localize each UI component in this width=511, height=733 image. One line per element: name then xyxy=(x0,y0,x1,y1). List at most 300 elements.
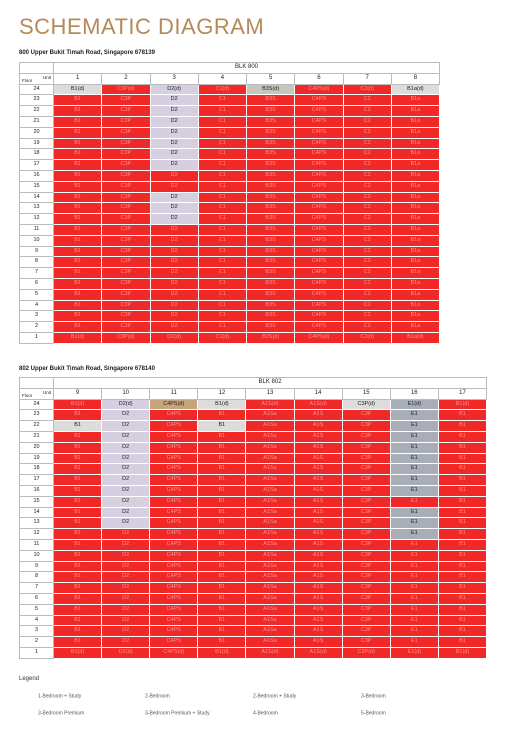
unit-cell[interactable]: C3P xyxy=(102,116,150,127)
unit-cell[interactable]: C4PS xyxy=(295,181,343,192)
unit-cell[interactable]: B3S xyxy=(247,160,295,171)
unit-cell[interactable]: C4PS xyxy=(295,203,343,214)
unit-cell[interactable]: B1 xyxy=(198,453,246,464)
unit-cell[interactable]: C3P xyxy=(342,442,390,453)
unit-cell[interactable]: A1S xyxy=(294,453,342,464)
unit-cell[interactable]: C1 xyxy=(198,127,246,138)
unit-cell[interactable]: C2 xyxy=(343,322,391,333)
unit-cell[interactable]: D2(d) xyxy=(150,332,198,343)
unit-cell[interactable]: B1 xyxy=(198,539,246,550)
unit-cell[interactable]: C1 xyxy=(198,246,246,257)
unit-cell[interactable]: B1a xyxy=(391,192,439,203)
unit-cell[interactable]: B1a xyxy=(391,95,439,106)
unit-cell[interactable]: D2 xyxy=(102,431,150,442)
unit-cell[interactable]: C1 xyxy=(198,170,246,181)
unit-cell[interactable]: B1 xyxy=(438,550,486,561)
unit-cell[interactable]: A1S xyxy=(294,421,342,432)
unit-cell[interactable]: C2 xyxy=(343,278,391,289)
unit-cell[interactable]: C2 xyxy=(343,203,391,214)
unit-cell[interactable]: B1 xyxy=(198,442,246,453)
unit-cell[interactable]: C3P xyxy=(102,235,150,246)
unit-cell[interactable]: D2(d) xyxy=(150,84,198,95)
unit-cell[interactable]: D2 xyxy=(102,529,150,540)
unit-cell[interactable]: D2 xyxy=(102,604,150,615)
unit-cell[interactable]: C4PS xyxy=(295,224,343,235)
unit-cell[interactable]: B1 xyxy=(54,615,102,626)
unit-cell[interactable]: D2 xyxy=(150,192,198,203)
unit-cell[interactable]: C3P xyxy=(102,278,150,289)
unit-cell[interactable]: B1a xyxy=(391,268,439,279)
unit-cell[interactable]: E1 xyxy=(390,410,438,421)
unit-cell[interactable]: A1S xyxy=(294,583,342,594)
unit-cell[interactable]: B1 xyxy=(198,431,246,442)
unit-cell[interactable]: B1 xyxy=(54,235,102,246)
unit-cell[interactable]: B1 xyxy=(54,192,102,203)
unit-cell[interactable]: B3S xyxy=(247,116,295,127)
unit-cell[interactable]: B1 xyxy=(54,583,102,594)
unit-cell[interactable]: B1a(d) xyxy=(391,332,439,343)
unit-cell[interactable]: B3S(d) xyxy=(247,84,295,95)
unit-cell[interactable]: C1 xyxy=(198,192,246,203)
unit-cell[interactable]: E1 xyxy=(390,485,438,496)
unit-cell[interactable]: D2 xyxy=(150,257,198,268)
unit-cell[interactable]: D2 xyxy=(150,289,198,300)
unit-cell[interactable]: C3P xyxy=(342,475,390,486)
unit-cell[interactable]: A1Sa xyxy=(246,485,294,496)
unit-cell[interactable]: B1(d) xyxy=(54,84,102,95)
unit-cell[interactable]: C1(d) xyxy=(198,332,246,343)
unit-cell[interactable]: D2 xyxy=(150,300,198,311)
unit-cell[interactable]: B1 xyxy=(54,268,102,279)
unit-cell[interactable]: B1a xyxy=(391,138,439,149)
unit-cell[interactable]: B1a xyxy=(391,311,439,322)
unit-cell[interactable]: B1 xyxy=(54,214,102,225)
unit-cell[interactable]: E1 xyxy=(390,626,438,637)
unit-cell[interactable]: C1 xyxy=(198,149,246,160)
unit-cell[interactable]: C3P xyxy=(342,496,390,507)
unit-cell[interactable]: C1 xyxy=(198,311,246,322)
unit-cell[interactable]: C1 xyxy=(198,106,246,117)
unit-cell[interactable]: C3P xyxy=(102,181,150,192)
unit-cell[interactable]: B1 xyxy=(438,518,486,529)
unit-cell[interactable]: C3P xyxy=(102,224,150,235)
unit-cell[interactable]: C3P xyxy=(102,106,150,117)
unit-cell[interactable]: B1a xyxy=(391,289,439,300)
unit-cell[interactable]: B3S xyxy=(247,138,295,149)
unit-cell[interactable]: B1 xyxy=(54,278,102,289)
unit-cell[interactable]: B1 xyxy=(438,604,486,615)
unit-cell[interactable]: C1 xyxy=(198,300,246,311)
unit-cell[interactable]: B1a xyxy=(391,322,439,333)
unit-cell[interactable]: A1Sa xyxy=(246,496,294,507)
unit-cell[interactable]: C3P xyxy=(102,246,150,257)
unit-cell[interactable]: D2 xyxy=(102,615,150,626)
unit-cell[interactable]: B1(d) xyxy=(198,399,246,410)
unit-cell[interactable]: B1a xyxy=(391,149,439,160)
unit-cell[interactable]: C3P xyxy=(102,138,150,149)
unit-cell[interactable]: C4PS xyxy=(150,496,198,507)
unit-cell[interactable]: B1 xyxy=(54,475,102,486)
unit-cell[interactable]: C3P xyxy=(102,289,150,300)
unit-cell[interactable]: A1S xyxy=(294,529,342,540)
unit-cell[interactable]: D2 xyxy=(150,278,198,289)
unit-cell[interactable]: C3P xyxy=(102,214,150,225)
unit-cell[interactable]: B1 xyxy=(54,322,102,333)
unit-cell[interactable]: B1 xyxy=(54,116,102,127)
unit-cell[interactable]: C2 xyxy=(343,181,391,192)
unit-cell[interactable]: B1 xyxy=(54,604,102,615)
unit-cell[interactable]: C3P xyxy=(102,268,150,279)
unit-cell[interactable]: C3P xyxy=(102,300,150,311)
unit-cell[interactable]: B3S xyxy=(247,311,295,322)
unit-cell[interactable]: C3P xyxy=(342,485,390,496)
unit-cell[interactable]: B1a xyxy=(391,181,439,192)
unit-cell[interactable]: B1a xyxy=(391,160,439,171)
unit-cell[interactable]: B3S xyxy=(247,214,295,225)
unit-cell[interactable]: B1 xyxy=(54,626,102,637)
unit-cell[interactable]: B3S xyxy=(247,235,295,246)
unit-cell[interactable]: C4PS xyxy=(150,529,198,540)
unit-cell[interactable]: C3P xyxy=(102,160,150,171)
unit-cell[interactable]: D2 xyxy=(150,322,198,333)
unit-cell[interactable]: C3P xyxy=(342,507,390,518)
unit-cell[interactable]: A1Sa xyxy=(246,637,294,648)
unit-cell[interactable]: D2 xyxy=(102,550,150,561)
unit-cell[interactable]: E1 xyxy=(390,475,438,486)
unit-cell[interactable]: B1 xyxy=(198,604,246,615)
unit-cell[interactable]: D2 xyxy=(102,539,150,550)
unit-cell[interactable]: B1 xyxy=(438,431,486,442)
unit-cell[interactable]: C1(d) xyxy=(198,84,246,95)
unit-cell[interactable]: D2 xyxy=(150,149,198,160)
unit-cell[interactable]: A1Sa xyxy=(246,615,294,626)
unit-cell[interactable]: C4PS xyxy=(295,95,343,106)
unit-cell[interactable]: C3P xyxy=(342,539,390,550)
unit-cell[interactable]: D2 xyxy=(150,311,198,322)
unit-cell[interactable]: C2 xyxy=(343,149,391,160)
unit-cell[interactable]: C4PS xyxy=(295,289,343,300)
unit-cell[interactable]: C4PS(d) xyxy=(150,399,198,410)
unit-cell[interactable]: D2(d) xyxy=(102,399,150,410)
unit-cell[interactable]: C3P xyxy=(102,322,150,333)
unit-cell[interactable]: C1 xyxy=(198,289,246,300)
unit-cell[interactable]: B1 xyxy=(54,95,102,106)
unit-cell[interactable]: C4PS xyxy=(150,637,198,648)
unit-cell[interactable]: E1(d) xyxy=(390,399,438,410)
unit-cell[interactable]: C2 xyxy=(343,192,391,203)
unit-cell[interactable]: C3P xyxy=(342,431,390,442)
unit-cell[interactable]: C2 xyxy=(343,116,391,127)
unit-cell[interactable]: D2 xyxy=(102,626,150,637)
unit-cell[interactable]: B1 xyxy=(54,539,102,550)
unit-cell[interactable]: D2 xyxy=(102,496,150,507)
unit-cell[interactable]: B1a xyxy=(391,106,439,117)
unit-cell[interactable]: E1 xyxy=(390,421,438,432)
unit-cell[interactable]: B1(d) xyxy=(438,399,486,410)
unit-cell[interactable]: C1 xyxy=(198,181,246,192)
unit-cell[interactable]: C1 xyxy=(198,322,246,333)
unit-cell[interactable]: D2 xyxy=(102,561,150,572)
unit-cell[interactable]: B3S xyxy=(247,224,295,235)
unit-cell[interactable]: E1 xyxy=(390,529,438,540)
unit-cell[interactable]: C3P xyxy=(102,95,150,106)
unit-cell[interactable]: B1a xyxy=(391,224,439,235)
unit-cell[interactable]: D2 xyxy=(150,170,198,181)
unit-cell[interactable]: C2 xyxy=(343,235,391,246)
unit-cell[interactable]: C4PS(d) xyxy=(295,332,343,343)
unit-cell[interactable]: E1 xyxy=(390,583,438,594)
unit-cell[interactable]: D2 xyxy=(150,268,198,279)
unit-cell[interactable]: C2 xyxy=(343,289,391,300)
unit-cell[interactable]: C3P xyxy=(102,257,150,268)
unit-cell[interactable]: B1 xyxy=(438,464,486,475)
unit-cell[interactable]: A1S xyxy=(294,615,342,626)
unit-cell[interactable]: C4PS xyxy=(295,300,343,311)
unit-cell[interactable]: A1S xyxy=(294,518,342,529)
unit-cell[interactable]: B1 xyxy=(54,518,102,529)
unit-cell[interactable]: B3S xyxy=(247,300,295,311)
unit-cell[interactable]: D2 xyxy=(102,442,150,453)
unit-cell[interactable]: B1a xyxy=(391,278,439,289)
unit-cell[interactable]: A1S xyxy=(294,496,342,507)
unit-cell[interactable]: B1 xyxy=(438,572,486,583)
unit-cell[interactable]: B1 xyxy=(198,485,246,496)
unit-cell[interactable]: C4PS xyxy=(150,561,198,572)
unit-cell[interactable]: C4PS xyxy=(295,322,343,333)
unit-cell[interactable]: B1 xyxy=(198,626,246,637)
unit-cell[interactable]: D2 xyxy=(102,464,150,475)
unit-cell[interactable]: B3S xyxy=(247,181,295,192)
unit-cell[interactable]: B1 xyxy=(54,149,102,160)
unit-cell[interactable]: C2 xyxy=(343,224,391,235)
unit-cell[interactable]: C4PS xyxy=(150,431,198,442)
unit-cell[interactable]: C4PS xyxy=(295,268,343,279)
unit-cell[interactable]: C2 xyxy=(343,95,391,106)
unit-cell[interactable]: C4PS xyxy=(295,278,343,289)
unit-cell[interactable]: B1 xyxy=(54,453,102,464)
unit-cell[interactable]: D2 xyxy=(150,181,198,192)
unit-cell[interactable]: D2 xyxy=(150,116,198,127)
unit-cell[interactable]: D2 xyxy=(150,127,198,138)
unit-cell[interactable]: C1 xyxy=(198,160,246,171)
unit-cell[interactable]: B3S xyxy=(247,127,295,138)
unit-cell[interactable]: B1 xyxy=(54,572,102,583)
unit-cell[interactable]: C3P xyxy=(342,593,390,604)
unit-cell[interactable]: D2 xyxy=(102,507,150,518)
unit-cell[interactable]: C3P xyxy=(342,604,390,615)
unit-cell[interactable]: B3S xyxy=(247,257,295,268)
unit-cell[interactable]: D2 xyxy=(102,572,150,583)
unit-cell[interactable]: A1S xyxy=(294,550,342,561)
unit-cell[interactable]: A1Sa xyxy=(246,475,294,486)
unit-cell[interactable]: C4PS xyxy=(150,615,198,626)
unit-cell[interactable]: A1Sa xyxy=(246,421,294,432)
unit-cell[interactable]: D2 xyxy=(150,224,198,235)
unit-cell[interactable]: B1 xyxy=(438,529,486,540)
unit-cell[interactable]: C3P xyxy=(102,203,150,214)
unit-cell[interactable]: D2 xyxy=(150,95,198,106)
unit-cell[interactable]: C3P xyxy=(342,561,390,572)
unit-cell[interactable]: A1Sa xyxy=(246,453,294,464)
unit-cell[interactable]: C2 xyxy=(343,268,391,279)
unit-cell[interactable]: C3P xyxy=(342,615,390,626)
unit-cell[interactable]: C4PS(d) xyxy=(150,647,198,658)
unit-cell[interactable]: B1 xyxy=(54,289,102,300)
unit-cell[interactable]: A1S xyxy=(294,539,342,550)
unit-cell[interactable]: D2 xyxy=(150,214,198,225)
unit-cell[interactable]: C4PS xyxy=(295,311,343,322)
unit-cell[interactable]: B1 xyxy=(54,637,102,648)
unit-cell[interactable]: B3S xyxy=(247,170,295,181)
unit-cell[interactable]: A1Sa xyxy=(246,442,294,453)
unit-cell[interactable]: B3S xyxy=(247,203,295,214)
unit-cell[interactable]: C3P xyxy=(342,410,390,421)
unit-cell[interactable]: C1 xyxy=(198,224,246,235)
unit-cell[interactable]: A1Sa xyxy=(246,626,294,637)
unit-cell[interactable]: C4PS(d) xyxy=(295,84,343,95)
unit-cell[interactable]: D2(d) xyxy=(102,647,150,658)
unit-cell[interactable]: C4PS xyxy=(150,626,198,637)
unit-cell[interactable]: C2 xyxy=(343,106,391,117)
unit-cell[interactable]: B1 xyxy=(438,485,486,496)
unit-cell[interactable]: B1 xyxy=(198,475,246,486)
unit-cell[interactable]: B1 xyxy=(198,572,246,583)
unit-cell[interactable]: C4PS xyxy=(150,518,198,529)
unit-cell[interactable]: B1a xyxy=(391,127,439,138)
unit-cell[interactable]: B1 xyxy=(54,300,102,311)
unit-cell[interactable]: A1Sa xyxy=(246,464,294,475)
unit-cell[interactable]: E1 xyxy=(390,507,438,518)
unit-cell[interactable]: B1 xyxy=(54,203,102,214)
unit-cell[interactable]: C2(d) xyxy=(343,84,391,95)
unit-cell[interactable]: A1S(d) xyxy=(246,399,294,410)
unit-cell[interactable]: B1 xyxy=(438,539,486,550)
unit-cell[interactable]: B1 xyxy=(54,561,102,572)
unit-cell[interactable]: C4PS xyxy=(150,485,198,496)
unit-cell[interactable]: C4PS xyxy=(295,257,343,268)
unit-cell[interactable]: B1 xyxy=(54,421,102,432)
unit-cell[interactable]: B1a xyxy=(391,246,439,257)
unit-cell[interactable]: C4PS xyxy=(295,160,343,171)
unit-cell[interactable]: C4PS xyxy=(150,442,198,453)
unit-cell[interactable]: D2 xyxy=(102,410,150,421)
unit-cell[interactable]: A1Sa xyxy=(246,550,294,561)
unit-cell[interactable]: A1Sa xyxy=(246,507,294,518)
unit-cell[interactable]: B1 xyxy=(198,593,246,604)
unit-cell[interactable]: C4PS xyxy=(150,593,198,604)
unit-cell[interactable]: C4PS xyxy=(150,464,198,475)
unit-cell[interactable]: C1 xyxy=(198,268,246,279)
unit-cell[interactable]: C3P(d) xyxy=(102,84,150,95)
unit-cell[interactable]: C4PS xyxy=(150,550,198,561)
unit-cell[interactable]: A1S xyxy=(294,442,342,453)
unit-cell[interactable]: C1 xyxy=(198,203,246,214)
unit-cell[interactable]: B1 xyxy=(198,410,246,421)
unit-cell[interactable]: B1 xyxy=(54,106,102,117)
unit-cell[interactable]: B1 xyxy=(54,127,102,138)
unit-cell[interactable]: C1 xyxy=(198,235,246,246)
unit-cell[interactable]: C4PS xyxy=(295,246,343,257)
unit-cell[interactable]: C4PS xyxy=(150,475,198,486)
unit-cell[interactable]: B1 xyxy=(198,550,246,561)
unit-cell[interactable]: E1(d) xyxy=(390,647,438,658)
unit-cell[interactable]: C3P xyxy=(342,637,390,648)
unit-cell[interactable]: B3S xyxy=(247,322,295,333)
unit-cell[interactable]: B1 xyxy=(54,442,102,453)
unit-cell[interactable]: A1Sa xyxy=(246,529,294,540)
unit-cell[interactable]: C4PS xyxy=(295,138,343,149)
unit-cell[interactable]: A1Sa xyxy=(246,518,294,529)
unit-cell[interactable]: C2 xyxy=(343,246,391,257)
unit-cell[interactable]: B1 xyxy=(54,246,102,257)
unit-cell[interactable]: B1 xyxy=(198,421,246,432)
unit-cell[interactable]: B1 xyxy=(54,464,102,475)
unit-cell[interactable]: B1 xyxy=(438,442,486,453)
unit-cell[interactable]: B1 xyxy=(54,507,102,518)
unit-cell[interactable]: D2 xyxy=(102,518,150,529)
unit-cell[interactable]: B3S xyxy=(247,106,295,117)
unit-cell[interactable]: B1 xyxy=(438,421,486,432)
unit-cell[interactable]: B1a xyxy=(391,300,439,311)
unit-cell[interactable]: C3P xyxy=(342,626,390,637)
unit-cell[interactable]: B1 xyxy=(54,529,102,540)
unit-cell[interactable]: E1 xyxy=(390,496,438,507)
unit-cell[interactable]: B1 xyxy=(438,626,486,637)
unit-cell[interactable]: B3S(d) xyxy=(247,332,295,343)
unit-cell[interactable]: B1a xyxy=(391,170,439,181)
unit-cell[interactable]: C3P xyxy=(102,127,150,138)
unit-cell[interactable]: B1 xyxy=(54,496,102,507)
unit-cell[interactable]: C3P xyxy=(102,192,150,203)
unit-cell[interactable]: A1Sa xyxy=(246,583,294,594)
unit-cell[interactable]: D2 xyxy=(150,246,198,257)
unit-cell[interactable]: C3P xyxy=(342,529,390,540)
unit-cell[interactable]: B1 xyxy=(198,615,246,626)
unit-cell[interactable]: E1 xyxy=(390,453,438,464)
unit-cell[interactable]: C4PS xyxy=(150,410,198,421)
unit-cell[interactable]: B1 xyxy=(198,507,246,518)
unit-cell[interactable]: C1 xyxy=(198,138,246,149)
unit-cell[interactable]: D2 xyxy=(102,485,150,496)
unit-cell[interactable]: B1a xyxy=(391,116,439,127)
unit-cell[interactable]: B1 xyxy=(54,160,102,171)
unit-cell[interactable]: C4PS xyxy=(295,127,343,138)
unit-cell[interactable]: A1S xyxy=(294,593,342,604)
unit-cell[interactable]: B1 xyxy=(54,485,102,496)
unit-cell[interactable]: B3S xyxy=(247,192,295,203)
unit-cell[interactable]: B1 xyxy=(198,464,246,475)
unit-cell[interactable]: A1S(d) xyxy=(294,399,342,410)
unit-cell[interactable]: C4PS xyxy=(295,235,343,246)
unit-cell[interactable]: C1 xyxy=(198,257,246,268)
unit-cell[interactable]: A1S xyxy=(294,637,342,648)
unit-cell[interactable]: B1 xyxy=(198,583,246,594)
unit-cell[interactable]: B3S xyxy=(247,95,295,106)
unit-cell[interactable]: A1S(d) xyxy=(246,647,294,658)
unit-cell[interactable]: D2 xyxy=(102,637,150,648)
unit-cell[interactable]: D2 xyxy=(102,475,150,486)
unit-cell[interactable]: B1 xyxy=(198,529,246,540)
unit-cell[interactable]: A1S xyxy=(294,485,342,496)
unit-cell[interactable]: B1 xyxy=(54,257,102,268)
unit-cell[interactable]: D2 xyxy=(102,453,150,464)
unit-cell[interactable]: D2 xyxy=(150,138,198,149)
unit-cell[interactable]: C4PS xyxy=(295,214,343,225)
unit-cell[interactable]: E1 xyxy=(390,518,438,529)
unit-cell[interactable]: A1S xyxy=(294,464,342,475)
unit-cell[interactable]: C3P xyxy=(342,550,390,561)
unit-cell[interactable]: E1 xyxy=(390,561,438,572)
